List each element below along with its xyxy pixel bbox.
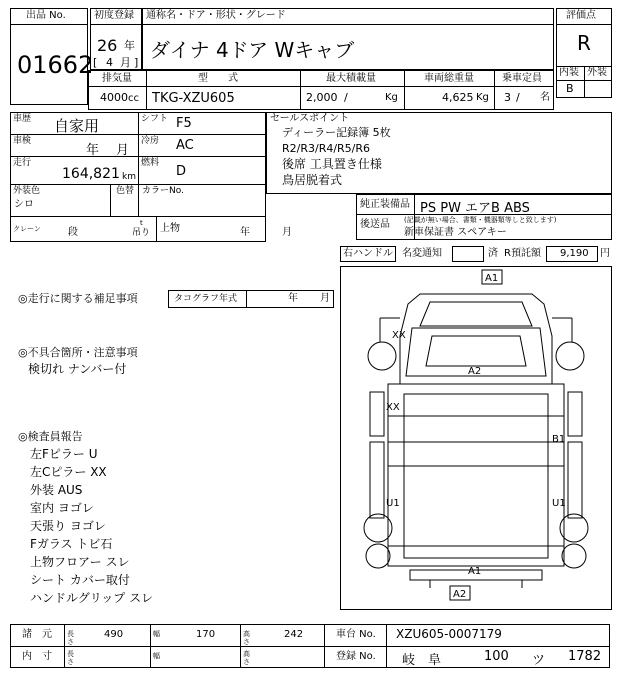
warranty-note: (記載が無い場合、書類・機器類等しと致します) <box>404 216 557 224</box>
bracket-left: [ <box>93 56 98 69</box>
capacity: 3 <box>504 91 511 104</box>
ext-color-label: 外装色 <box>13 186 41 196</box>
damage-mark: A2 <box>453 589 467 600</box>
model: TKG-XZU605 <box>152 91 235 106</box>
first-reg-month: 4 <box>106 56 113 69</box>
warranty-label: 後送品 <box>360 219 390 230</box>
inner-length-label: 長さ <box>67 650 74 666</box>
width-label: 幅 <box>153 630 160 638</box>
tacho-month-unit: 月 <box>320 293 330 304</box>
name-change-label: 名変通知 <box>402 248 442 259</box>
sales-points-label: セールスポイント <box>270 113 350 124</box>
reg-number: 1782 <box>568 649 602 664</box>
inspection-month-unit: 月 <box>116 143 130 158</box>
recycle-label: 済 <box>488 248 498 259</box>
inspector-line: 上物フロアー スレ <box>30 555 130 569</box>
recycle-deposit-label: R預託額 <box>504 248 541 259</box>
length-label: 長さ <box>67 630 74 646</box>
tacho-label: タコグラフ年式 <box>174 294 238 304</box>
dims-label: 諸 元 <box>22 629 52 640</box>
tacho-year-unit: 年 <box>288 293 298 304</box>
inspector-line: Fガラス トビ石 <box>30 537 113 551</box>
height-label: 高さ <box>243 630 250 646</box>
grade-value: R <box>577 31 591 55</box>
equipment-label: 純正装備品 <box>360 199 410 210</box>
reg-region: 岐 阜 <box>402 653 442 668</box>
max-load: 2,000 <box>306 91 338 104</box>
exterior-label: 外装 <box>587 67 607 78</box>
ac-label: 冷房 <box>141 136 160 146</box>
inspector-line: 外装 AUS <box>30 483 83 497</box>
ac: AC <box>176 138 194 153</box>
length: 490 <box>104 629 124 640</box>
capacity-unit: 名 <box>540 92 550 103</box>
interior-label: 内装 <box>559 67 579 78</box>
recycle-deposit: 9,190 <box>560 248 589 259</box>
first-reg-year-unit: 年 <box>124 39 135 52</box>
shift: F5 <box>176 116 192 131</box>
gross-weight: 4,625 <box>442 91 474 104</box>
fuel: D <box>176 164 187 179</box>
crane-stage-unit: 段 <box>68 227 78 238</box>
inner-label: 内 寸 <box>22 651 52 662</box>
history-label: 車歴 <box>13 114 32 124</box>
reg-kana: ツ <box>532 653 546 668</box>
grade-label: 評価点 <box>566 10 596 21</box>
history: 自家用 <box>54 117 100 135</box>
width: 170 <box>196 629 216 640</box>
recycle-unit: 円 <box>600 248 610 259</box>
bracket-right: ] <box>134 56 139 69</box>
max-load-sep: / <box>344 91 348 104</box>
damage-mark: A1 <box>485 273 499 284</box>
equipment-value: PS PW エアB ABS <box>420 201 530 216</box>
lot-number: 01662 <box>17 51 94 79</box>
steering: 右ハンドル <box>343 248 393 259</box>
ext-color: シロ <box>14 199 34 210</box>
sales-point-line: 後席 工具置き仕様 <box>282 157 382 171</box>
capacity-label: 乗車定員 <box>502 73 542 84</box>
displacement-unit: cc <box>128 93 139 104</box>
capacity-sep: / <box>516 91 520 104</box>
mileage-unit: km <box>122 172 136 182</box>
damage-mark: B1 <box>552 434 566 445</box>
inspection-year-unit: 年 <box>86 143 100 158</box>
upper-month-unit: 月 <box>282 227 292 238</box>
inspector-line: 左Fピラー U <box>30 447 98 461</box>
chassis-no: XZU605-0007179 <box>396 627 502 641</box>
inspector-label: ◎検査員報告 <box>18 430 83 443</box>
shift-label: シフト <box>141 114 169 124</box>
registration-label: 登録 No. <box>336 651 376 662</box>
mileage-label: 走行 <box>13 158 32 168</box>
crane-lift-unit: 吊り <box>132 228 151 238</box>
damage-mark: U1 <box>386 498 400 509</box>
gross-weight-unit: Kg <box>476 92 489 103</box>
max-load-label: 最大積載量 <box>326 73 376 84</box>
driving-label: ◎走行に関する補足事項 <box>18 292 138 305</box>
height: 242 <box>284 629 304 640</box>
color-no-label: カラーNo. <box>142 186 184 196</box>
displacement: 4000 <box>100 91 128 104</box>
max-load-unit: Kg <box>385 92 398 103</box>
defect-label: ◎不具合箇所・注意事項 <box>18 346 138 359</box>
defect-text: 検切れ ナンバー付 <box>28 362 127 376</box>
inspector-line: 左Cピラー XX <box>30 465 107 479</box>
chassis-label: 車台 No. <box>336 629 376 640</box>
damage-mark: XX <box>392 330 406 341</box>
model-label: 型 式 <box>198 73 238 84</box>
vehicle-name: ダイナ 4ドア Wキャブ <box>150 38 355 62</box>
sales-point-line: R2/R3/R4/R5/R6 <box>282 142 371 155</box>
damage-mark: A2 <box>468 366 482 377</box>
mileage: 164,821 <box>62 166 120 182</box>
damage-mark: XX <box>386 402 400 413</box>
warranty-value: 新車保証書 スペアキー <box>404 227 507 238</box>
inner-height-label: 高さ <box>243 650 250 666</box>
fuel-label: 燃料 <box>141 158 160 168</box>
first-reg-year: 26 <box>97 36 118 55</box>
sales-point-line: ディーラー記録簿 5枚 <box>282 126 391 139</box>
inspection-label: 車検 <box>13 136 32 146</box>
inspector-line: 室内 ヨゴレ <box>30 501 94 515</box>
upper-year-unit: 年 <box>240 227 250 238</box>
inner-width-label: 幅 <box>153 652 160 660</box>
damage-mark: A1 <box>468 566 482 577</box>
reg-class: 100 <box>484 649 509 664</box>
displacement-label: 排気量 <box>102 73 132 84</box>
inspector-line: ハンドルグリップ スレ <box>30 591 154 605</box>
damage-mark: U1 <box>552 498 566 509</box>
name-change-box <box>452 246 484 262</box>
upper-label: 上物 <box>160 223 180 234</box>
color-code-label: 色替 <box>116 186 135 196</box>
crane-t-unit: t <box>140 219 143 227</box>
name-label: 通称名・ドア・形状・グレード <box>146 10 286 21</box>
gross-weight-label: 車両総重量 <box>424 73 474 84</box>
first-reg-month-unit: 月 <box>120 56 131 69</box>
sales-point-line: 鳥居脱着式 <box>282 173 343 187</box>
inspector-line: 天張り ヨゴレ <box>30 519 106 533</box>
inspector-line: シート カバー取付 <box>30 573 130 587</box>
interior-grade: B <box>566 82 574 95</box>
lot-label: 出品 No. <box>26 10 66 21</box>
first-reg-label: 初度登録 <box>94 10 134 21</box>
crane-label: クレーン <box>13 225 41 233</box>
truck-diagram <box>340 266 612 610</box>
